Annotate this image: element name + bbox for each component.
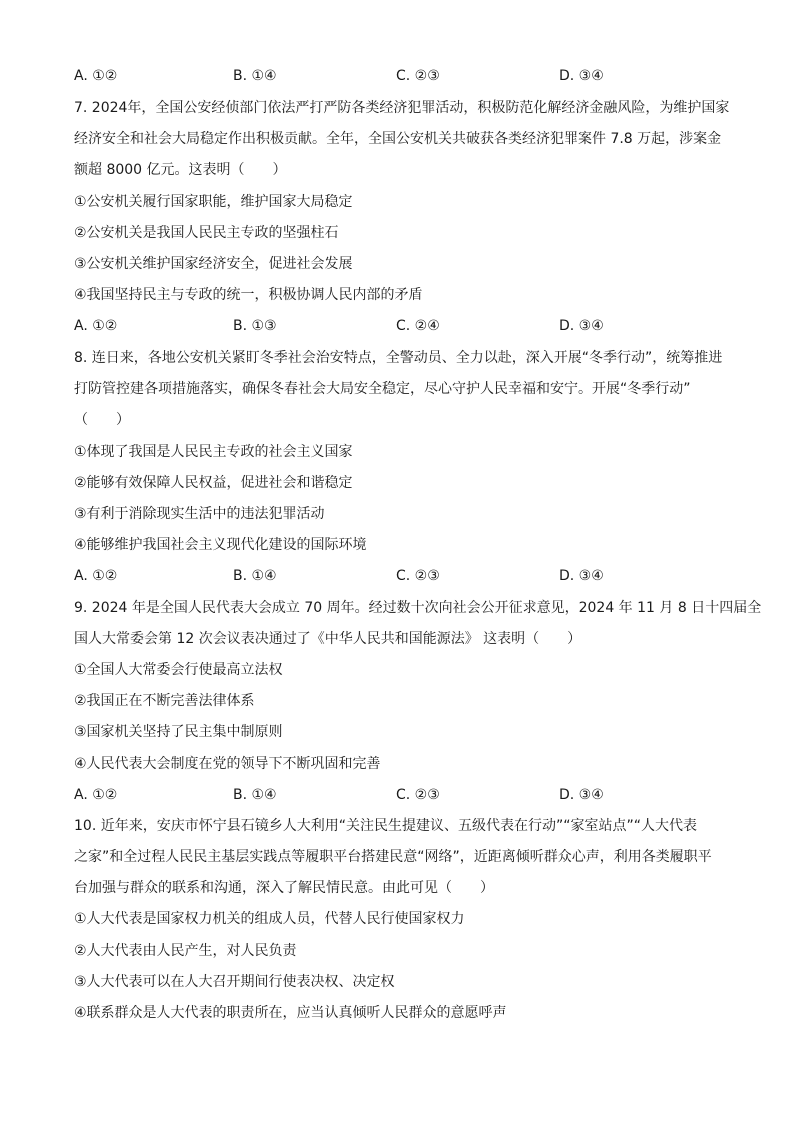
q6-option-a[interactable]: A. ①② (74, 68, 118, 84)
q9-statement: ②我国正在不断完善法律体系 (74, 693, 255, 709)
q7-statement: ③公安机关维护国家经济安全，促进社会发展 (74, 256, 353, 272)
q9-options (74, 786, 754, 804)
q10-statement: ①人大代表是国家权力机关的组成人员，代替人民行使国家权力 (74, 911, 465, 927)
q7-stem-line: 7. 2024年，全国公安经侦部门依法严打严防各类经济犯罪活动，积极防范化解经济金融风险，为维护国家 (74, 100, 730, 116)
q6-option-b[interactable]: B. ①④ (233, 68, 277, 84)
q6-option-c[interactable]: C. ②③ (396, 68, 440, 84)
q9-statement: ①全国人大常委会行使最高立法权 (74, 662, 283, 678)
q7-options (74, 317, 754, 335)
q8-statement: ②能够有效保障人民权益，促进社会和谐稳定 (74, 475, 353, 491)
q10-stem-line: 10. 近年来，安庆市怀宁县石镜乡人大利用“关注民生提建议、五级代表在行动”“家室站点”“人大代表 (74, 818, 697, 834)
q8-stem-line: 打防管控建各项措施落实，确保冬春社会大局安全稳定，尽心守护人民幸福和安宁。开展“冬季行动” (74, 381, 691, 397)
q7-statement: ④我国坚持民主与专政的统一，积极协调人民内部的矛盾 (74, 287, 423, 303)
q8-stem-line: 8. 连日来，各地公安机关紧盯冬季社会治安特点，全警动员、全力以赴，深入开展“冬季行动”，统筹推进 (74, 350, 723, 366)
q7-option-c[interactable]: C. ②④ (396, 318, 440, 334)
q10-stem-line: 台加强与群众的联系和沟通，深入了解民情民意。由此可见（ ） (74, 880, 494, 896)
q7-stem-line: 经济安全和社会大局稳定作出积极贡献。全年，全国公安机关共破获各类经济犯罪案件 7.8 万起，涉案金 (74, 131, 722, 147)
q7-statement: ②公安机关是我国人民民主专政的坚强柱石 (74, 225, 339, 241)
q10-stem-line: 之家”和全过程人民民主基层实践点等履职平台搭建民意“网络”，近距离倾听群众心声，利用各类履职平 (74, 849, 712, 865)
q10-statement: ③人大代表可以在人大召开期间行使表决权、决定权 (74, 974, 395, 990)
q8-option-a[interactable]: A. ①② (74, 568, 118, 584)
q6-options (74, 67, 754, 85)
q8-statement: ③有利于消除现实生活中的违法犯罪活动 (74, 506, 325, 522)
q7-statement: ①公安机关履行国家职能，维护国家大局稳定 (74, 194, 353, 210)
q8-option-c[interactable]: C. ②③ (396, 568, 440, 584)
q10-statement: ④联系群众是人大代表的职责所在，应当认真倾听人民群众的意愿呼声 (74, 1005, 507, 1021)
q9-option-b[interactable]: B. ①④ (233, 787, 277, 803)
q9-statement: ④人民代表大会制度在党的领导下不断巩固和完善 (74, 756, 381, 772)
q9-stem-line: 9. 2024 年是全国人民代表大会成立 70 周年。经过数十次向社会公开征求意见，2024 年 11 月 8 日十四届全 (74, 600, 762, 616)
q9-option-c[interactable]: C. ②③ (396, 787, 440, 803)
q7-option-b[interactable]: B. ①③ (233, 318, 277, 334)
q8-options (74, 567, 754, 585)
q7-option-d[interactable]: D. ③④ (559, 318, 604, 334)
q7-stem-line: 额超 8000 亿元。这表明（ ） (74, 162, 287, 178)
q9-stem-line: 国人大常委会第 12 次会议表决通过了《中华人民共和国能源法》 这表明（ ） (74, 631, 582, 647)
q8-statement: ④能够维护我国社会主义现代化建设的国际环境 (74, 537, 367, 553)
q10-statement: ②人大代表由人民产生，对人民负责 (74, 943, 297, 959)
q8-stem-line: （ ） (74, 412, 130, 428)
q9-option-d[interactable]: D. ③④ (559, 787, 604, 803)
q8-statement: ①体现了我国是人民民主专政的社会主义国家 (74, 444, 353, 460)
q8-option-d[interactable]: D. ③④ (559, 568, 604, 584)
q6-option-d[interactable]: D. ③④ (559, 68, 604, 84)
q9-option-a[interactable]: A. ①② (74, 787, 118, 803)
q8-option-b[interactable]: B. ①④ (233, 568, 277, 584)
q9-statement: ③国家机关坚持了民主集中制原则 (74, 724, 283, 740)
q7-option-a[interactable]: A. ①② (74, 318, 118, 334)
